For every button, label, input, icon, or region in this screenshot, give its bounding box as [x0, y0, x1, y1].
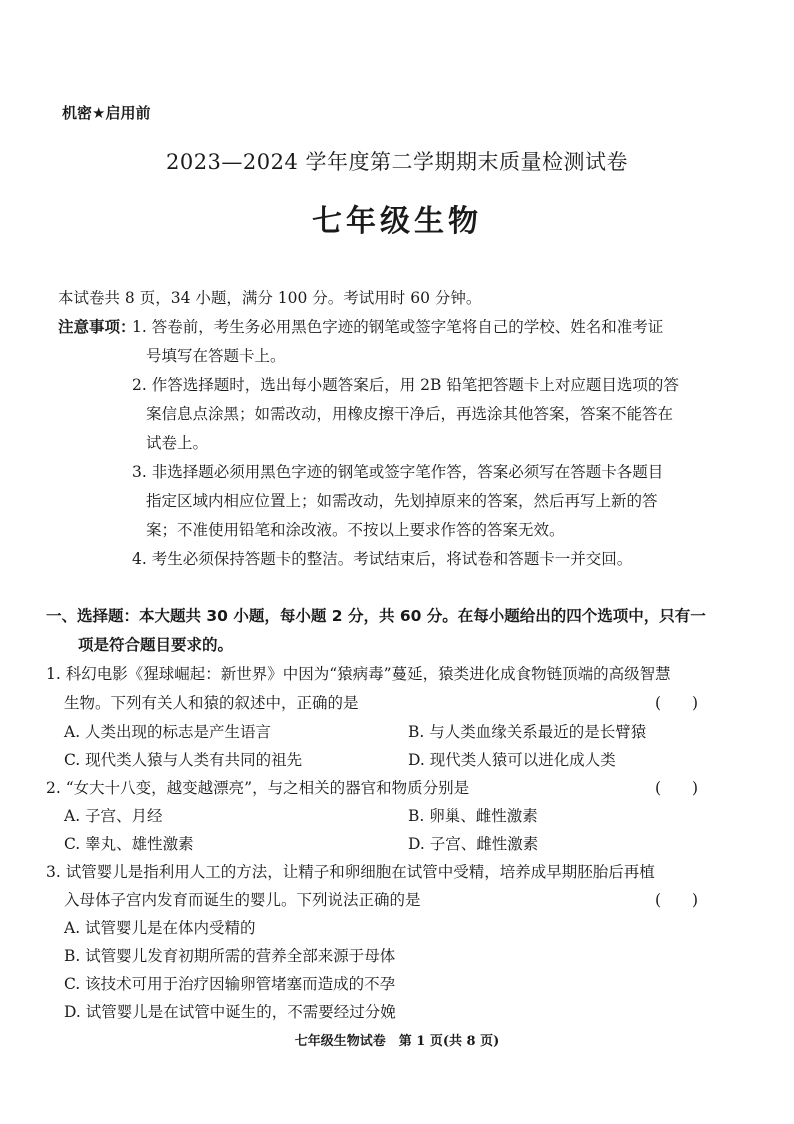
question-stem-cont: 入母体子宫内发育而诞生的婴儿。下列说法正确的是	[64, 891, 421, 909]
answer-blank: ( )	[655, 779, 699, 797]
note-line: 3. 非选择题必须用黑色字迹的钢笔或签字笔作答，答案必须写在答题卡各题目	[132, 463, 664, 481]
note-line: 案信息点涂黑；如需改动，用橡皮擦干净后，再选涂其他答案，答案不能答在	[146, 405, 674, 423]
option-c: C. 睾丸、雄性激素	[64, 835, 194, 853]
option-a: A. 人类出现的标志是产生语言	[64, 723, 272, 741]
exam-title: 2023—2024 学年度第二学期期末质量检测试卷	[165, 150, 629, 174]
section-heading: 一、选择题：本大题共 30 小题，每小题 2 分，共 60 分。在每小题给出的四个选项中，只有一	[46, 607, 706, 625]
option-b: B. 卵巢、雌性激素	[408, 807, 538, 825]
note-line: 案；不准使用铅笔和涂改液。不按以上要求作答的答案无效。	[146, 521, 565, 539]
note-line: 1. 答卷前，考生务必用黑色字迹的钢笔或签字笔将自己的学校、姓名和准考证	[132, 318, 664, 336]
question-stem-cont: 生物。下列有关人和猿的叙述中，正确的是	[64, 694, 359, 712]
exam-intro: 本试卷共 8 页，34 小题，满分 100 分。考试用时 60 分钟。	[58, 289, 482, 307]
option-d: D. 子宫、雌性激素	[408, 835, 539, 853]
question-stem: 2. “女大十八变，越变越漂亮”，与之相关的器官和物质分别是	[46, 779, 470, 797]
option-d: D. 现代类人猿可以进化成人类	[408, 751, 616, 769]
note-line: 号填写在答题卡上。	[146, 347, 286, 365]
note-line: 4. 考生必须保持答题卡的整洁。考试结束后，将试卷和答题卡一并交回。	[132, 550, 633, 568]
option-d: D. 试管婴儿是在试管中诞生的，不需要经过分娩	[64, 1003, 396, 1021]
option-b: B. 与人类血缘关系最近的是长臂猿	[408, 723, 647, 741]
option-a: A. 试管婴儿是在体内受精的	[64, 919, 256, 937]
section-heading-cont: 项是符合题目要求的。	[78, 636, 234, 654]
option-c: C. 现代类人猿与人类有共同的祖先	[64, 751, 303, 769]
notes-label: 注意事项：	[58, 318, 136, 336]
answer-blank: ( )	[655, 891, 699, 909]
option-b: B. 试管婴儿发育初期所需的营养全部来源于母体	[64, 947, 396, 965]
option-a: A. 子宫、月经	[64, 807, 163, 825]
confidential-label: 机密★启用前	[62, 104, 151, 122]
subject-title: 七年级生物	[312, 204, 482, 239]
note-line: 指定区域内相应位置上；如需改动，先划掉原来的答案，然后再写上新的答	[146, 492, 658, 510]
question-stem: 3. 试管婴儿是指利用人工的方法，让精子和卵细胞在试管中受精，培养成早期胚胎后再植	[46, 863, 655, 881]
answer-blank: ( )	[655, 694, 699, 712]
note-line: 2. 作答选择题时，选出每小题答案后，用 2B 铅笔把答题卡上对应题目选项的答	[132, 376, 679, 394]
page-footer: 七年级生物试卷 第 1 页(共 8 页)	[294, 1034, 500, 1049]
question-stem: 1. 科幻电影《猩球崛起：新世界》中因为“猿病毒”蔓延，猿类进化成食物链顶端的高级智慧	[46, 665, 671, 683]
note-line: 试卷上。	[146, 434, 209, 452]
option-c: C. 该技术可用于治疗因输卵管堵塞而造成的不孕	[64, 975, 396, 993]
